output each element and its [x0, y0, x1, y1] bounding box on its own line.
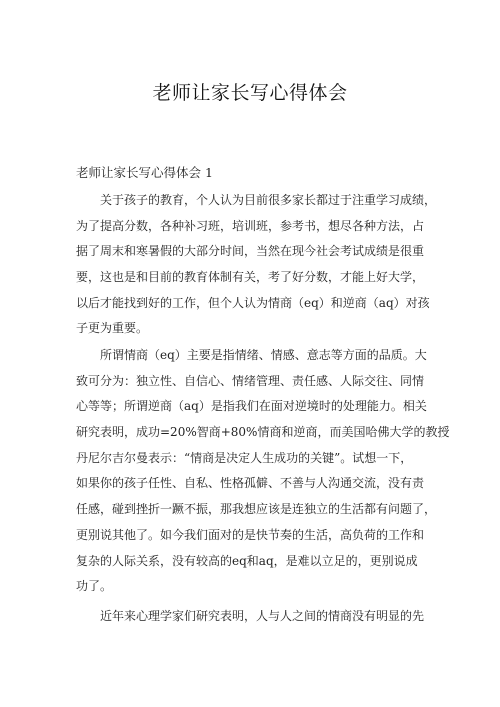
paragraph-line: 任感，碰到挫折一蹶不振，那我想应该是连独立的生活都有问题了， [76, 502, 437, 517]
paragraph-line: 复杂的人际关系，没有较高的eq和aq，是难以立足的，更别说成 [76, 553, 418, 568]
paragraph-line: 更别说其他了。如今我们面对的是快节奏的生活，高负荷的工作和 [76, 527, 425, 542]
paragraph-line: 研究表明，成功=20%智商+80%情商和逆商，而美国哈佛大学的教授 [76, 425, 450, 440]
paragraph-line: 心等等；所谓逆商（aq）是指我们在面对逆境时的处理能力。相关 [76, 399, 427, 414]
paragraph-line: 功了。 [76, 579, 113, 594]
paragraph-2 [76, 343, 450, 600]
paragraph-line: 子更为重要。 [76, 321, 149, 336]
paragraph-line: 如果你的孩子任性、自私、性格孤僻、不善与人沟通交流，没有责 [76, 476, 425, 491]
document-title: 老师让家长写心得体会 [152, 82, 348, 104]
section-heading: 老师让家长写心得体会 1 [76, 165, 213, 180]
paragraph-line: 关于孩子的教育，个人认为目前很多家长都过于注重学习成绩， [100, 193, 437, 207]
paragraph-1 [76, 188, 436, 342]
paragraph-line: 为了提高分数，各种补习班，培训班，参考书，想尽各种方法，占 [76, 218, 425, 233]
paragraph-line: 致可分为：独立性、自信心、情绪管理、责任感、人际交往、同情 [76, 373, 425, 388]
paragraph-line: 要，这也是和目前的教育体制有关，考了好分数，才能上好大学， [76, 270, 425, 285]
paragraph-3 [76, 604, 436, 630]
paragraph-line: 丹尼尔吉尔曼表示：“情商是决定人生成功的关键”。试想一下， [76, 450, 413, 465]
paragraph-line: 以后才能找到好的工作，但个人认为情商（eq）和逆商（aq）对孩 [76, 295, 430, 310]
paragraph-line: 据了周末和寒暑假的大部分时间，当然在现今社会考试成绩是很重 [76, 244, 425, 259]
paragraph-line: 所谓情商（eq）主要是指情绪、情感、意志等方面的品质。大 [100, 348, 427, 362]
paragraph-line: 近年来心理学家们研究表明，人与人之间的情商没有明显的先 [100, 609, 425, 623]
